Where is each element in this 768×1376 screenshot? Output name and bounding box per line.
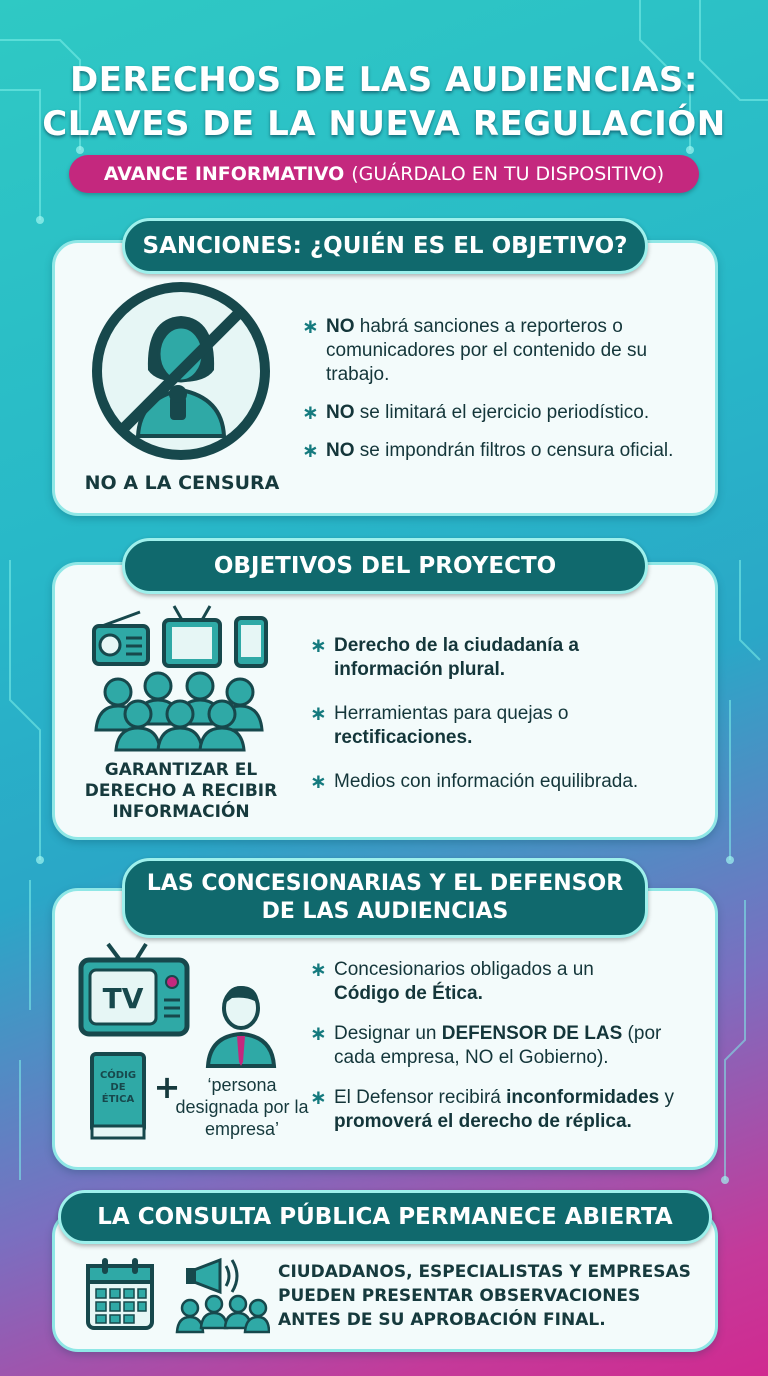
bullet-item: ∗ Medios con información equilibrada. [310, 771, 639, 793]
media-audience-icon [88, 600, 278, 755]
subtitle-strong: AVANCE INFORMATIVO [103, 163, 345, 185]
ethics-book-icon [88, 1050, 148, 1142]
page-title-line1: DERECHOS DE LAS AUDIENCIAS: [69, 60, 698, 100]
heading-objetivos: OBJETIVOS DEL PROYECTO [122, 538, 648, 594]
caption-garantizar: GARANTIZAR EL DERECHO A RECIBIR INFORMACIÓN [84, 760, 278, 822]
tv-icon [78, 942, 190, 1042]
heading-sanciones: SANCIONES: ¿QUIÉN ES EL OBJETIVO? [122, 218, 648, 274]
tv-label: TV [102, 982, 144, 1015]
bullets-objetivos [310, 634, 690, 794]
caption-no-censura: NO A LA CENSURA [84, 472, 280, 494]
heading-consulta: LA CONSULTA PÚBLICA PERMANECE ABIERTA [58, 1190, 712, 1244]
calendar-icon [84, 1256, 156, 1332]
bullets-sanciones [302, 315, 702, 463]
bullet-item: ∗ Derecho de la ciudadanía a información plural. [310, 635, 579, 680]
bullet-item: ∗ NO se impondrán filtros o censura oficial. [302, 440, 674, 462]
caption-persona-designada: ‘persona designada por la empresa’ [175, 1075, 309, 1139]
svg-text:ÉTICA: ÉTICA [101, 1094, 135, 1105]
consulta-text: CIUDADANOS, ESPECIALISTAS Y EMPRESAS PUEDEN PRESENTAR OBSERVACIONES ANTES DE SU APROBACIÓN FINAL. [278, 1262, 691, 1330]
svg-text:CÓDIG: CÓDIG [99, 1070, 137, 1081]
plus-sign: + [153, 1068, 181, 1106]
no-censorship-icon [88, 278, 274, 464]
page-title-line2: CLAVES DE LA NUEVA REGULACIÓN [42, 104, 726, 144]
bullets-concesionarias [310, 958, 702, 1134]
megaphone-crowd-icon [174, 1252, 270, 1336]
bullet-item: ∗ NO habrá sanciones a reporteros o comunicadores por el contenido de su trabajo. [302, 316, 648, 385]
bullet-item: ∗ Herramientas para quejas o rectificaciones. [310, 703, 569, 748]
svg-text:DE: DE [110, 1082, 126, 1093]
bullet-item: ∗ NO se limitará el ejercicio periodístico. [302, 402, 650, 424]
bullet-item: ∗ Concesionarios obligados a un Código de Ética. [310, 959, 594, 1004]
bullet-item: ∗ El Defensor recibirá inconformidades y promoverá el derecho de réplica. [310, 1087, 674, 1132]
bullet-item: ∗ Designar un DEFENSOR DE LAS (por cada empresa, NO el Gobierno). [310, 1023, 662, 1068]
defensor-person-icon [202, 980, 280, 1068]
subtitle-rest: (GUÁRDALO EN TU DISPOSITIVO) [351, 163, 665, 185]
heading-concesionarias: LAS CONCESIONARIAS Y EL DEFENSOR DE LAS AUDIENCIAS [122, 858, 648, 938]
subtitle-banner [69, 155, 699, 193]
